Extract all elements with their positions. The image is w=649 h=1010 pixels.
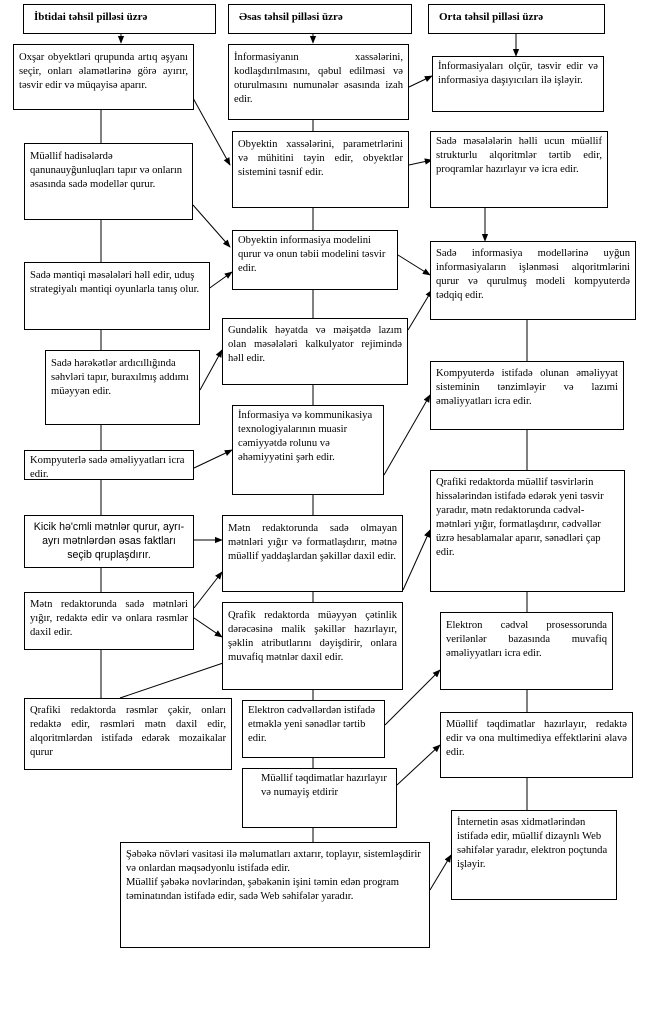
primary-box-3: Sadə məntiqi məsələləri həll edir, uduş strategiyalı məntiqi oyunlarla tanış olur. xyxy=(24,262,210,330)
basic-box-5: İnformasiya və kommunikasiya texnologiyalarının muasir cəmiyyətdə rolunu və əhəmiyyətini şərh edir. xyxy=(232,405,384,495)
basic-box-4: Gundəlik həyatda və məişətdə lazım olan məsələləri kalkulyator rejimində həll edir. xyxy=(222,318,408,385)
primary-box-1: Oxşar obyektləri qrupunda artıq əşyanı seçir, onları əlamətlərinə görə ayırır, təsvir edir və müqayisə aparır. xyxy=(13,44,194,110)
primary-box-2: Müəllif hadisələrdə qanunauyğunluqları tapır və onların əsasında sadə modellər qurur. xyxy=(24,143,193,220)
header-primary: İbtidai təhsil pilləsi üzrə xyxy=(23,4,216,34)
secondary-box-1: İnformasiyaları olçür, təsvir edir və informasiya daşıyıcıları ilə işləyir. xyxy=(432,56,604,112)
basic-box-6: Mətn redaktorunda sadə olmayan mətnləri yığır və formatlaşdırır, mətnə müəllif yaddaşlardan şəkillər daxil edir. xyxy=(222,515,403,592)
basic-box-3: Obyektin informasiya modelini qurur və onun təbii modelini təsvir edir. xyxy=(232,230,398,290)
basic-box-9: Müəllif təqdimatlar hazırlayır və numayiş etdirir xyxy=(242,768,397,828)
basic-box-1: İnformasiyanın xassələrini, kodlaşdırılmasını, qəbul edilməsi və oturulmasını numunələr əsasında izah edir. xyxy=(228,44,409,120)
basic-box-2: Obyektin xassələrini, parametrlərini və mühitini təyin edir, obyektlər sistemini təsnif edir. xyxy=(232,131,409,208)
basic-box-10: Şəbəkə növləri vasitəsi ilə məlumatları axtarır, toplayır, sistemləşdirir və onlardan məqsədyonlu istifadə edir. Müəllif şəbəkə novlərindən, şəbəkənin işini təmin edən program təminatından istifadə edir, sadə Web səhifələr yaradır. xyxy=(120,842,430,948)
secondary-box-6: Elektron cədvəl prosessorunda verilənlər bazasında muvafiq əməliyyatları icra edir. xyxy=(440,612,613,690)
primary-box-7: Mətn redaktorunda sadə mətnləri yığır, redaktə edir və onlara rəsmlər daxil edir. xyxy=(24,592,194,650)
primary-box-8: Qrafiki redaktorda rəsmlər çəkir, onları redaktə edir, rəsmləri mətn daxil edir, alqoritmlərdən istifadə edərək mozaikalar qurur xyxy=(24,698,232,770)
header-basic: Əsas təhsil pilləsi üzrə xyxy=(228,4,412,34)
primary-box-6: Kicik hə'cmli mətnlər qurur, ayrı-ayrı mətnlərdən əsas faktları seçib qruplaşdırır. xyxy=(24,515,194,568)
primary-box-5: Kompyuterlə sadə əməliyyatları icra edir. xyxy=(24,450,194,480)
basic-box-7: Qrafik redaktorda müəyyən çətinlik dərəcəsinə malik şəkillər hazırlayır, şəklin atributlarını dəyişdirir, onlara muvafiq mətnlər daxil edir. xyxy=(222,602,403,690)
basic-box-8: Elektron cədvəllərdən istifadə etməklə yeni sənədlər tərtib edir. xyxy=(242,700,385,758)
secondary-box-3: Sadə informasiya modellərinə uyğun informasiyaların işlənməsi alqoritmlərini qurur və qurulmuş modeli kompyuterdə tədqiq edir. xyxy=(430,241,636,320)
secondary-box-2: Sadə məsələlərin həlli ucun müəllif strukturlu alqoritmlər tərtib edir, proqramlar hazırlayır və icra edir. xyxy=(430,131,608,208)
primary-box-4: Sadə hərəkətlər ardıcıllığında səhvləri tapır, buraxılmış addımı müəyyən edir. xyxy=(45,350,200,425)
secondary-box-5: Qrafiki redaktorda müəllif təsvirlərin hissələrindən istifadə edərək yeni təsvir yaradır, mətn redaktorunda cədvəl-mətnləri yığır, formatlaşdırır, cədvəllər üzrə hesablamalar aparır, sənədləri çap edir. xyxy=(430,470,625,592)
secondary-box-4: Kompyuterdə istifadə olunan əməliyyat sisteminin tənzimləyir və lazımi əməliyyatları icra edir. xyxy=(430,361,624,430)
secondary-box-7: Müəllif təqdimatlar hazırlayır, redaktə edir və ona multimediya effektlərini əlavə edir. xyxy=(440,712,633,778)
secondary-box-8: İnternetin əsas xidmətlərindən istifadə edir, müəllif dizaynlı Web səhifələr yaradır, elektron poçtunda işləyir. xyxy=(451,810,617,900)
header-secondary: Orta təhsil pilləsi üzrə xyxy=(428,4,605,34)
